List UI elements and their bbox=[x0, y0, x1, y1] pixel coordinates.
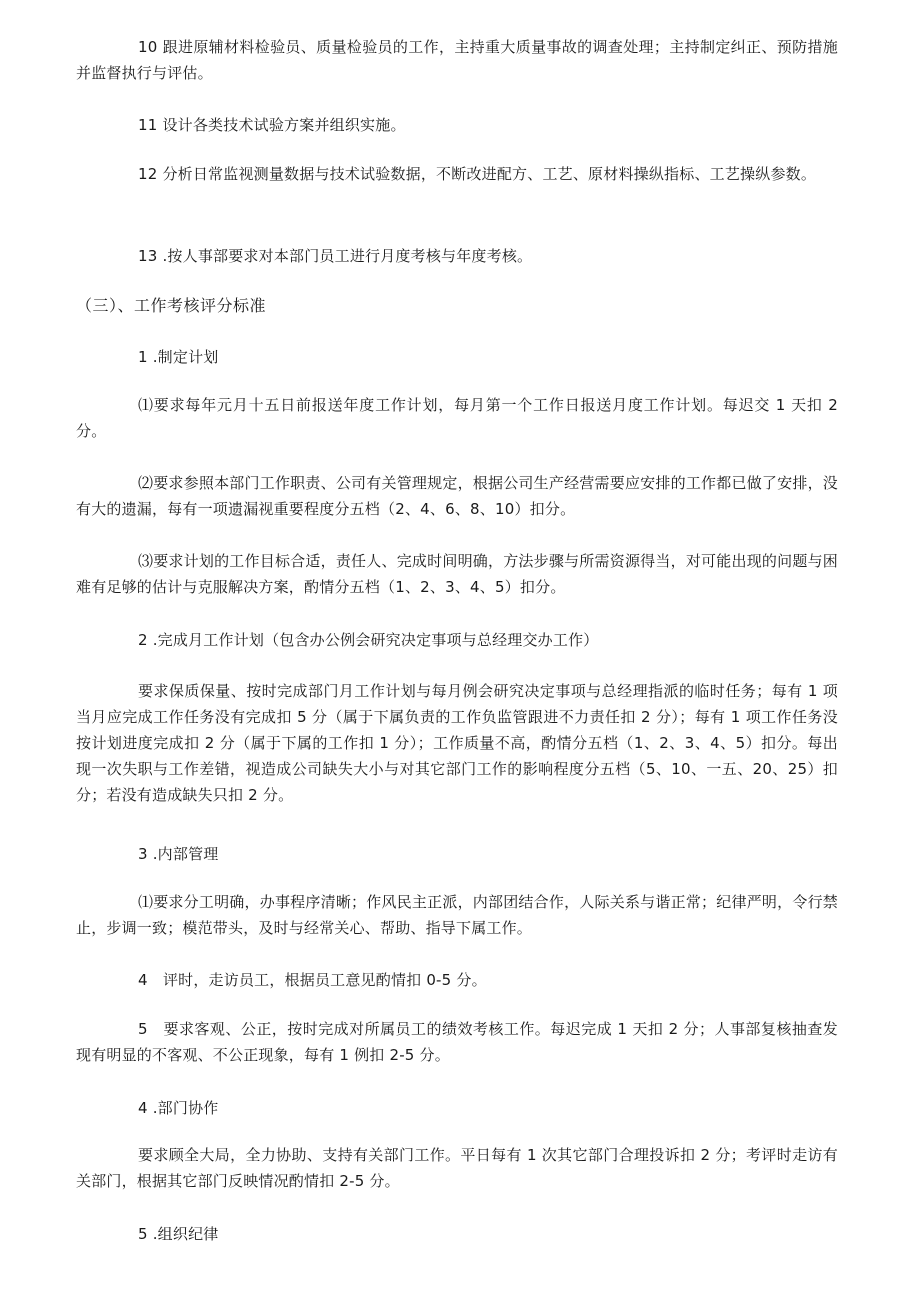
paragraph-item-13: 13 .按人事部要求对本部门员工进行月度考核与年度考核。 bbox=[138, 247, 533, 265]
paragraph-plan-2: ⑵要求参照本部门工作职责、公司有关管理规定，根据公司生产经营需要应安排的工作都已做了安排，没有大的遗漏，每有一项遗漏视重要程度分五档（2、4、6、8、10）扣分。 bbox=[76, 474, 838, 518]
subheading-monthly-plan: 2 .完成月工作计划（包含办公例会研究决定事项与总经理交办工作） bbox=[138, 631, 599, 649]
paragraph-department-cooperation: 要求顾全大局，全力协助、支持有关部门工作。平日每有 1 次其它部门合理投诉扣 2 分；考评时走访有关部门，根据其它部门反映情况酌情扣 2-5 分。 bbox=[76, 1146, 838, 1190]
paragraph-item-12: 12 分析日常监视测量数据与技术试验数据，不断改进配方、工艺、原材料操纵指标、工艺操纵参数。 bbox=[138, 165, 817, 183]
subheading-department-cooperation: 4 .部门协作 bbox=[138, 1099, 219, 1117]
subheading-organization-discipline: 5 .组织纪律 bbox=[138, 1225, 219, 1243]
subheading-internal-management: 3 .内部管理 bbox=[138, 845, 219, 863]
section-heading: （三）、工作考核评分标准 bbox=[76, 296, 267, 315]
paragraph-item-10: 10 跟进原辅材料检验员、质量检验员的工作，主持重大质量事故的调查处理；主持制定纠正、预防措施并监督执行与评估。 bbox=[76, 38, 838, 82]
subheading-plan: 1 .制定计划 bbox=[138, 348, 219, 366]
paragraph-monthly-plan: 要求保质保量、按时完成部门月工作计划与每月例会研究决定事项与总经理指派的临时任务；每有 1 项当月应完成工作任务没有完成扣 5 分（属于下属负责的工作负监管跟进不力责任扣 2 分）；每有 1 项工作任务没按计划进度完成扣 2 分（属于下属的工作扣 1 分）；工作质量不高，酌情分五档（1、2、3、4、5）扣分。每出现一次失职与工作差错，视造成公司缺失大小与对其它部门工作的影响程度分五档（5、10、一五、20、25）扣分；若没有造成缺失只扣 2 分。 bbox=[76, 682, 838, 804]
paragraph-internal-4: 4 评时，走访员工，根据员工意见酌情扣 0-5 分。 bbox=[138, 971, 487, 989]
paragraph-plan-3: ⑶要求计划的工作目标合适，责任人、完成时间明确，方法步骤与所需资源得当，对可能出现的问题与困难有足够的估计与克服解决方案，酌情分五档（1、2、3、4、5）扣分。 bbox=[76, 552, 838, 596]
paragraph-item-11: 11 设计各类技术试验方案并组织实施。 bbox=[138, 116, 406, 134]
paragraph-plan-1: ⑴要求每年元月十五日前报送年度工作计划，每月第一个工作日报送月度工作计划。每迟交 1 天扣 2 分。 bbox=[76, 396, 838, 440]
paragraph-internal-5: 5 要求客观、公正，按时完成对所属员工的绩效考核工作。每迟完成 1 天扣 2 分；人事部复核抽查发现有明显的不客观、不公正现象，每有 1 例扣 2-5 分。 bbox=[76, 1020, 838, 1064]
paragraph-internal-1: ⑴要求分工明确，办事程序清晰；作风民主正派，内部团结合作，人际关系与谐正常；纪律严明，令行禁止，步调一致；模范带头，及时与经常关心、帮助、指导下属工作。 bbox=[76, 893, 838, 937]
